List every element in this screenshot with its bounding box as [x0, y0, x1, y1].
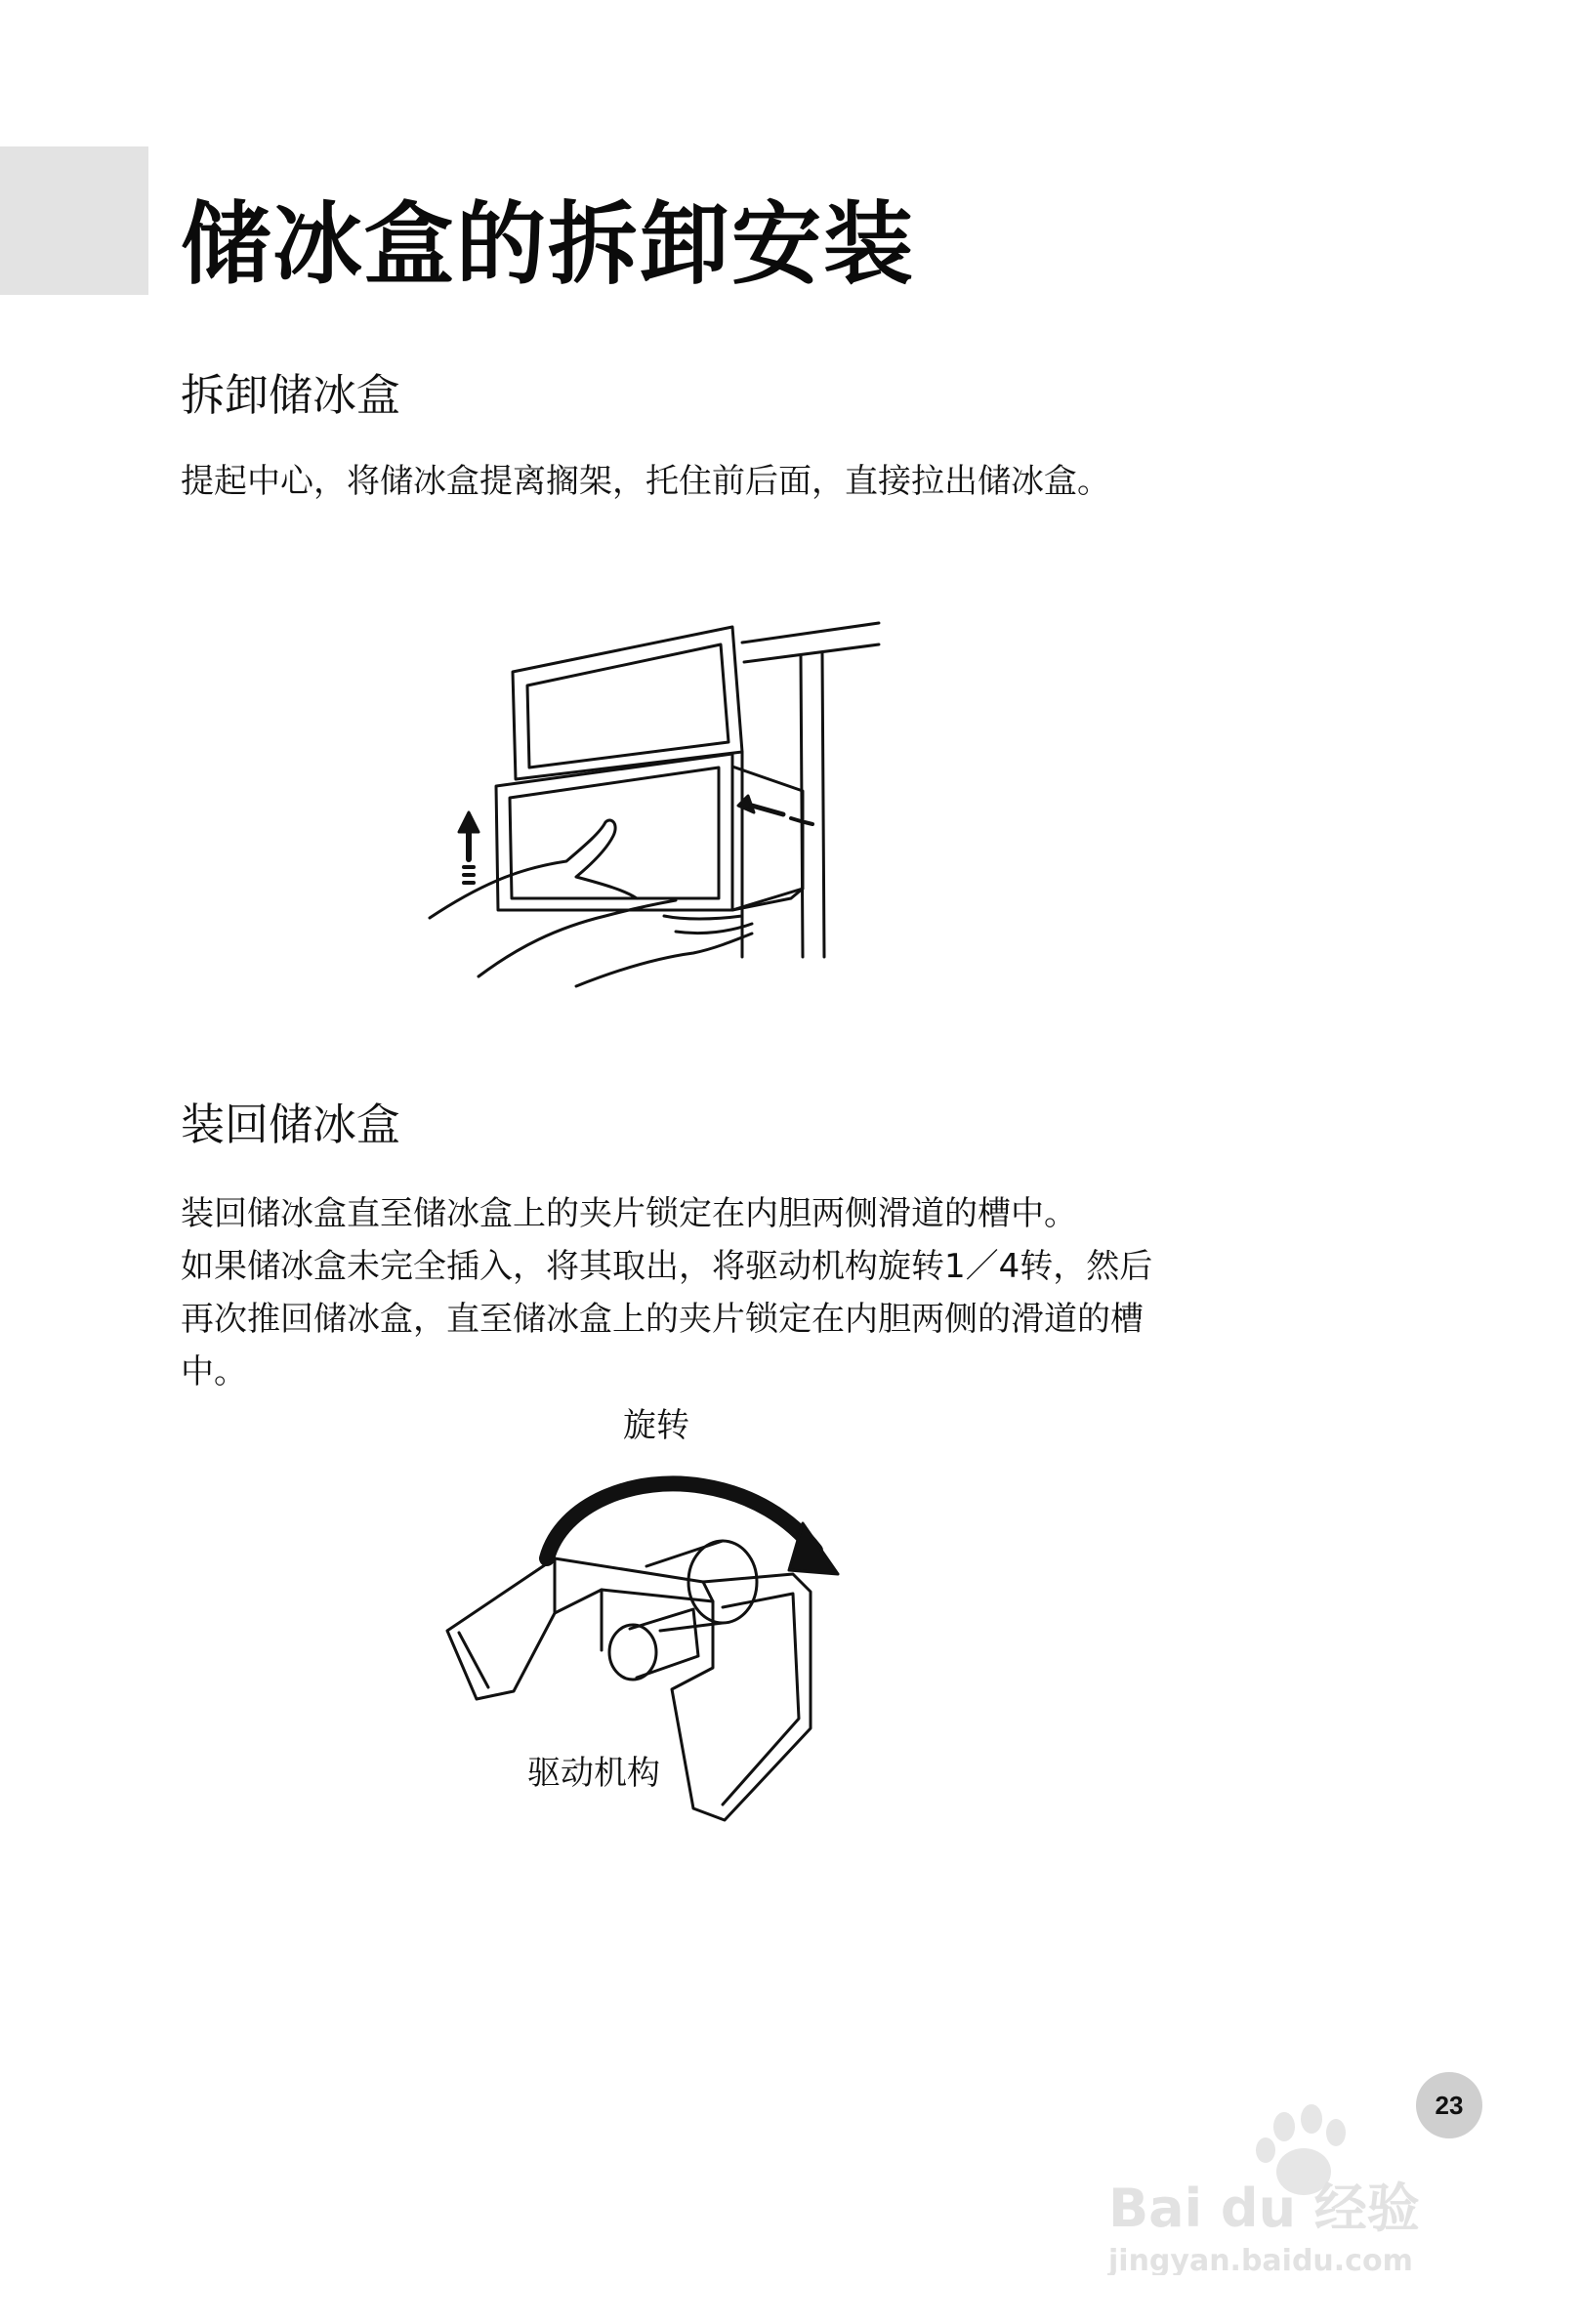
- remove-instruction-line: 提起中心，将储冰盒提离搁架，托住前后面，直接拉出储冰盒。: [181, 462, 1110, 501]
- install-instructions: [181, 1187, 1274, 1398]
- section-tab-block: [0, 146, 148, 295]
- install-instruction-line: 如果储冰盒未完全插入，将其取出，将驱动机构旋转1／4转，然后: [181, 1247, 1153, 1286]
- page-title: 储冰盒的拆卸安装: [181, 192, 916, 297]
- remove-instructions: [181, 455, 1274, 508]
- install-instruction-line: 中。: [181, 1352, 247, 1391]
- install-section-heading: 装回储冰盒: [181, 1099, 401, 1150]
- install-instruction-line: 装回储冰盒直至储冰盒上的夹片锁定在内胆两侧滑道的槽中。: [181, 1194, 1077, 1233]
- remove-section-heading: 拆卸储冰盒: [181, 369, 401, 421]
- page-number-badge: 23: [1416, 2072, 1482, 2138]
- watermark-brand: Bai du 经验: [1108, 2178, 1420, 2239]
- watermark-url: jingyan.baidu.com: [1108, 2244, 1413, 2275]
- install-instruction-line: 再次推回储冰盒，直至储冰盒上的夹片锁定在内胆两侧的滑道的槽: [181, 1300, 1144, 1339]
- remove-ice-bin-illustration: [420, 605, 908, 996]
- drive-mechanism-label: 驱动机构: [527, 1754, 660, 1793]
- rotate-label: 旋转: [623, 1406, 689, 1445]
